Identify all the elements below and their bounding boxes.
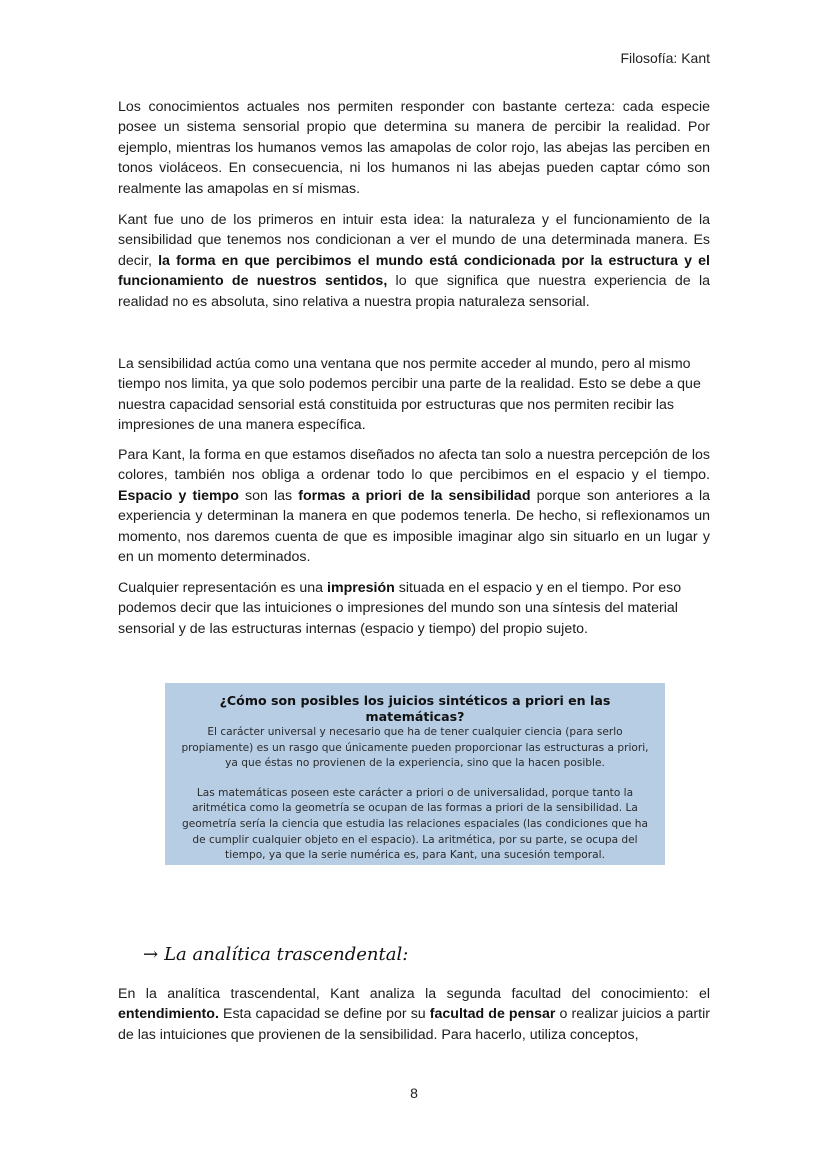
- paragraph-3: La sensibilidad actúa como una ventana que nos permite acceder al mundo, pero al mismo tiempo nos limita, ya que solo podemos percibir una parte de la realidad. Esto se debe a que nuestra capacidad sensorial está constituida por estructuras que nos permiten recibir las impresiones de una manera específica.: [118, 356, 701, 434]
- paragraph-2: [118, 210, 710, 312]
- paragraph-6-text-c: Esta capacidad se define por su: [218, 1006, 430, 1023]
- page-header: Filosofía: Kant: [620, 50, 710, 66]
- section-heading-text: La analítica trascendental:: [164, 944, 409, 965]
- info-box: [165, 683, 665, 865]
- paragraph-5-bold: impresión: [327, 580, 395, 596]
- paragraph-4-text-e: porque son anteriores a la experiencia y determinan la manera en que podemos tenerla. De hecho, si reflexionamos un momento, nos daremos cuenta de que es imposible imaginar algo sin situarlo en un lugar y en un momento determinados.: [118, 487, 710, 566]
- info-box-title: ¿Cómo son posibles los juicios sintéticos a priori en las matemáticas?: [219, 693, 611, 724]
- paragraph-2-bold: la forma en que percibimos el mundo está condicionada por la estructura y el funcionamiento de nuestros sentidos,: [118, 252, 710, 290]
- arrow-icon: →: [143, 944, 159, 965]
- paragraph-4-text-c: son las: [238, 487, 299, 504]
- paragraph-4: [118, 445, 710, 567]
- paragraph-6-text-a: En la analítica trascendental, Kant analiza la segunda facultad del conocimiento: el: [118, 986, 710, 1002]
- info-box-text-2: Las matemáticas poseen este carácter a priori o de universalidad, porque tanto la aritmética como la geometría se ocupan de las formas a priori de la sensibilidad. La geometría sería la ciencia que estudia las relaciones espaciales (las condiciones que ha de cumplir cualquier objeto en el espacio). La aritmética, por su parte, se ocupa del tiempo, ya que la serie numérica es, para Kant, una sucesión temporal.: [182, 786, 648, 862]
- paragraph-5: [118, 578, 710, 639]
- paragraph-4-bold-espacio-tiempo: Espacio y tiempo: [118, 487, 239, 504]
- paragraph-4-text-a: Para Kant, la forma en que estamos diseñados no afecta tan solo a nuestra percepción de los colores, también nos obliga a ordenar todo lo que percibimos en el espacio y el tiempo.: [118, 447, 710, 484]
- paragraph-2-text-c: lo que significa que nuestra experiencia de la realidad no es absoluta, sino relativa a nuestra propia naturaleza sensorial.: [118, 273, 710, 310]
- paragraph-5-text-a: Cualquier representación es una: [118, 580, 328, 596]
- paragraph-6-bold-facultad: facultad de pensar: [429, 1006, 556, 1023]
- paragraph-1: Los conocimientos actuales nos permiten responder con bastante certeza: cada especie posee un sistema sensorial propio que determina su manera de percibir la realidad. Por ejemplo, mientras los humanos vemos las amapolas de color rojo, las abejas las perciben en tonos violáceos. En consecuencia, ni los humanos ni las abejas pueden captar cómo son realmente las amapolas en sí mismas.: [118, 99, 710, 197]
- page-number: 8: [410, 1085, 418, 1101]
- paragraph-4-bold-formas: formas a priori de la sensibilidad: [298, 487, 531, 504]
- paragraph-6-text-e: o realizar juicios a partir de las intuiciones que provienen de la sensibilidad. Para hacerlo, utiliza conceptos,: [118, 1006, 710, 1043]
- section-heading: [143, 944, 408, 965]
- paragraph-6-bold-entendimiento: entendimiento.: [118, 1006, 219, 1023]
- paragraph-5-text-c: situada en el espacio y en el tiempo. Por eso podemos decir que las intuiciones o impresiones del mundo son una síntesis del material sensorial y de las estructuras internas (espacio y tiempo) del propio sujeto.: [118, 580, 682, 637]
- paragraph-6: [118, 984, 710, 1045]
- paragraph-2-text-a: Kant fue uno de los primeros en intuir esta idea: la naturaleza y el funcionamiento de la sensibilidad que tenemos nos condicionan a ver el mundo de una determinada manera. Es decir,: [118, 212, 710, 269]
- info-box-text-1: El carácter universal y necesario que ha de tener cualquier ciencia (para serlo propiamente) es un rasgo que únicamente pueden proporcionar las estructuras a priori, ya que éstas no provienen de la experiencia, sino que la hacen posible.: [181, 726, 649, 770]
